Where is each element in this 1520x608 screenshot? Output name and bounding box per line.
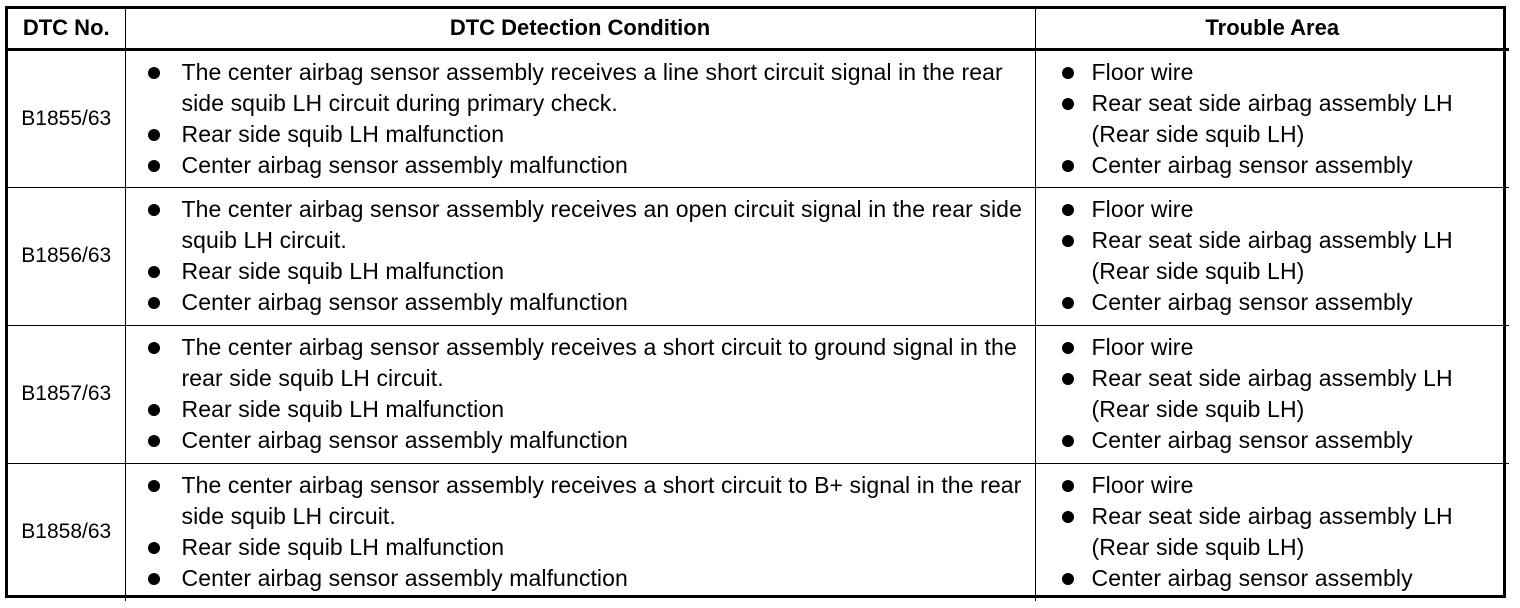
bullet-icon xyxy=(148,297,160,309)
bullet-icon xyxy=(148,160,160,172)
condition-item xyxy=(148,287,1035,318)
condition-item xyxy=(148,563,1035,594)
condition-text: Rear side squib LH malfunction xyxy=(181,396,505,422)
bullet-icon xyxy=(148,480,160,492)
trouble-text: Floor wire xyxy=(1091,58,1194,85)
bullet-icon xyxy=(1062,204,1074,216)
bullet-icon xyxy=(1062,297,1074,309)
condition-item xyxy=(148,194,1035,256)
condition-item xyxy=(148,394,1035,425)
bullet-icon xyxy=(148,542,160,554)
header-detection-condition: DTC Detection Condition xyxy=(125,9,1035,49)
dtc-code: B1856/63 xyxy=(8,187,125,325)
condition-item xyxy=(148,57,1035,119)
trouble-text: Center airbag sensor assembly xyxy=(1091,289,1413,315)
trouble-area-cell xyxy=(1035,187,1509,325)
condition-item xyxy=(148,532,1035,563)
bullet-icon xyxy=(148,404,160,416)
condition-item xyxy=(148,150,1035,181)
trouble-text: Center airbag sensor assembly xyxy=(1091,151,1413,178)
detection-condition-cell xyxy=(125,187,1035,325)
trouble-item xyxy=(1062,470,1510,501)
dtc-code: B1855/63 xyxy=(8,49,125,187)
dtc-code: B1857/63 xyxy=(8,325,125,463)
bullet-icon xyxy=(1062,67,1074,79)
bullet-icon xyxy=(1062,373,1074,385)
trouble-text: Center airbag sensor assembly xyxy=(1091,427,1413,453)
trouble-text: Center airbag sensor assembly xyxy=(1091,565,1413,592)
condition-item xyxy=(148,425,1035,456)
condition-text: Rear side squib LH malfunction xyxy=(181,258,505,284)
bullet-icon xyxy=(1062,98,1074,110)
detection-condition-cell xyxy=(125,463,1035,601)
table-row xyxy=(8,49,1509,187)
bullet-icon xyxy=(1062,342,1074,354)
condition-item xyxy=(148,256,1035,287)
detection-condition-cell xyxy=(125,49,1035,187)
dtc-table xyxy=(8,9,1509,601)
condition-item xyxy=(148,332,1035,394)
trouble-text: Rear seat side airbag assembly LH (Rear side squib LH) xyxy=(1091,503,1453,561)
bullet-icon xyxy=(1062,573,1074,585)
bullet-icon xyxy=(148,204,160,216)
trouble-item xyxy=(1062,57,1510,88)
trouble-item xyxy=(1062,225,1510,287)
trouble-text: Rear seat side airbag assembly LH (Rear side squib LH) xyxy=(1091,365,1453,422)
table-row xyxy=(8,463,1509,601)
trouble-item xyxy=(1062,425,1510,456)
condition-text: The center airbag sensor assembly receives a short circuit to ground signal in the rear side squib LH circuit. xyxy=(181,334,1017,391)
bullet-icon xyxy=(148,67,160,79)
condition-text: Center airbag sensor assembly malfunction xyxy=(181,427,628,453)
trouble-area-cell xyxy=(1035,463,1509,601)
bullet-icon xyxy=(148,266,160,278)
header-dtc-no: DTC No. xyxy=(8,9,125,49)
bullet-icon xyxy=(148,129,160,141)
bullet-icon xyxy=(1062,480,1074,492)
condition-text: The center airbag sensor assembly receives a short circuit to B+ signal in the rear side squib LH circuit. xyxy=(181,472,1022,530)
trouble-area-cell xyxy=(1035,49,1509,187)
condition-text: Rear side squib LH malfunction xyxy=(181,120,505,147)
detection-condition-cell xyxy=(125,325,1035,463)
bullet-icon xyxy=(148,573,160,585)
dtc-code: B1858/63 xyxy=(8,463,125,601)
table-row xyxy=(8,187,1509,325)
trouble-text: Rear seat side airbag assembly LH (Rear side squib LH) xyxy=(1091,227,1453,284)
dtc-table-container xyxy=(5,6,1506,598)
header-row xyxy=(8,9,1509,49)
trouble-item xyxy=(1062,563,1510,594)
trouble-text: Floor wire xyxy=(1091,196,1194,222)
condition-text: Center airbag sensor assembly malfunction xyxy=(181,565,628,592)
trouble-item xyxy=(1062,194,1510,225)
trouble-item xyxy=(1062,150,1510,181)
bullet-icon xyxy=(148,342,160,354)
trouble-item xyxy=(1062,332,1510,363)
bullet-icon xyxy=(1062,235,1074,247)
trouble-item xyxy=(1062,88,1510,150)
trouble-item xyxy=(1062,501,1510,563)
header-trouble-area: Trouble Area xyxy=(1035,9,1509,49)
condition-item xyxy=(148,470,1035,532)
condition-text: Center airbag sensor assembly malfunction xyxy=(181,289,628,315)
bullet-icon xyxy=(148,435,160,447)
bullet-icon xyxy=(1062,511,1074,523)
condition-text: The center airbag sensor assembly receives a line short circuit signal in the rear side squib LH circuit during primary check. xyxy=(181,58,1003,116)
condition-text: Rear side squib LH malfunction xyxy=(181,534,505,561)
trouble-area-cell xyxy=(1035,325,1509,463)
bullet-icon xyxy=(1062,435,1074,447)
condition-item xyxy=(148,119,1035,150)
bullet-icon xyxy=(1062,160,1074,172)
condition-text: Center airbag sensor assembly malfunction xyxy=(181,151,628,178)
trouble-text: Rear seat side airbag assembly LH (Rear side squib LH) xyxy=(1091,89,1453,147)
condition-text: The center airbag sensor assembly receives an open circuit signal in the rear side squib LH circuit. xyxy=(181,196,1022,253)
trouble-item xyxy=(1062,287,1510,318)
trouble-text: Floor wire xyxy=(1091,472,1194,499)
trouble-item xyxy=(1062,363,1510,425)
table-row xyxy=(8,325,1509,463)
trouble-text: Floor wire xyxy=(1091,334,1194,360)
